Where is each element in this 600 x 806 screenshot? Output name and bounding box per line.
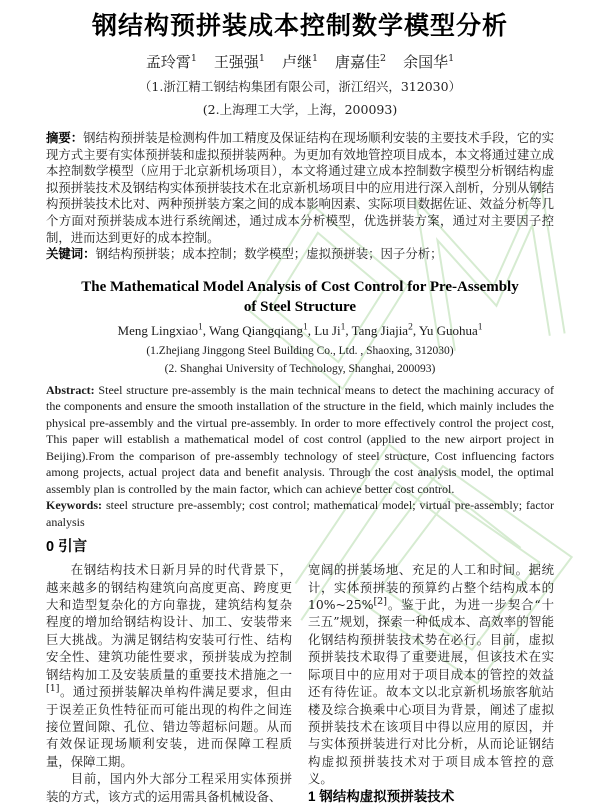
abstract-en-text: Steel structure pre-assembly is the main technical means to detect the machining accuracy of the components and ensure the smooth installation of the structure in the field, which mainly includes the physical pre-assembly and the virtual pre-assembly. In order to more effectively control the project cost, This paper will establish a mathematical model of cost control (applied to the new airport project in Beijing).From the comparison of pre-assembly technology of steel structure, Cost influencing factors among projects, actual project data and benefit analysis. Through the cost analysis model, the optimal assembly plan is controlled by the main factor, which can achieve better cost control.: [46, 382, 554, 496]
author-cn: [214, 53, 265, 71]
author-name: Tang Jiajia: [351, 322, 409, 338]
author-en: [352, 323, 419, 338]
abstract-cn-block: [46, 130, 554, 263]
abstract-en-label: Abstract:: [46, 382, 95, 397]
affiliation-en-1: (1.Zhejiang Jinggong Steel Building Co., Ltd. , Shaoxing, 312030): [146, 344, 454, 357]
author-name: 孟玲霄: [145, 53, 191, 71]
author-name: 唐嘉佳: [335, 53, 381, 71]
authors-line-cn: [46, 53, 554, 71]
author-superscript: 2: [408, 322, 413, 333]
intro-p1-text-cont: 。通过预拼装解决单构件满足要求，但由于误差正负性特征而可能出现的构件之间连接位置间隙、孔位、错边等超标问题。从而有效保证现场顺利安装，进而保障工程质量，保障工期。: [46, 684, 292, 769]
author-en: [314, 323, 351, 338]
paper-title-cn: 钢结构预拼装成本控制数学模型分析: [91, 12, 508, 40]
affiliation-en-2: (2. Shanghai University of Technology, Shanghai, 200093): [164, 362, 436, 375]
author-name: 余国华: [403, 53, 449, 71]
author-cn: [146, 53, 197, 71]
author-cn: [335, 53, 386, 71]
author-name: Meng Lingxiao: [117, 322, 199, 338]
author-superscript: 1: [302, 322, 308, 333]
author-name: Wang Qiangqiang: [209, 322, 303, 338]
author-en: [118, 323, 210, 338]
author-separator: ,: [412, 322, 419, 338]
author-name: 王强强: [213, 53, 259, 71]
abstract-en-block: [46, 382, 554, 531]
author-superscript: 1: [198, 322, 203, 333]
abstract-cn-label: 摘要：: [46, 131, 84, 145]
page-content: [0, 10, 600, 806]
section-heading-0: 0 引言: [46, 539, 88, 556]
author-separator: ,: [307, 322, 315, 338]
author-cn: [403, 53, 454, 71]
keywords-en-paragraph: [46, 497, 554, 530]
author-superscript: 1: [448, 53, 455, 64]
keywords-en-label: Keywords:: [46, 498, 102, 513]
author-superscript: 1: [340, 322, 346, 333]
column-right: [308, 561, 554, 805]
author-name: Lu Ji: [314, 322, 341, 338]
author-superscript: 1: [258, 53, 265, 64]
author-superscript: 1: [477, 322, 483, 333]
intro-p1-text: 在钢结构技术日新月异的时代背景下，越来越多的钢结构建筑向高度更高、跨度更大和造型复杂化的方向靠拢，建筑结构复杂程度的增加给钢结构设计、加工、安装带来巨大挑战。为满足钢结构安装可行性、结构安全性、建筑功能性要求，预拼装成为控制钢结构加工及安装质量的重要技术措施之一: [46, 562, 292, 682]
affiliation-cn-1: （1.浙江精工钢结构集团有限公司，浙江绍兴，312030）: [138, 79, 462, 94]
keywords-cn-paragraph: [46, 246, 554, 263]
paper-title-en: The Mathematical Model Analysis of Cost Control for Pre-Assembly of Steel Structure: [81, 278, 519, 315]
citation-ref-1: [1]: [46, 682, 60, 694]
abstract-cn-text: 钢结构预拼装是检测构件加工精度及保证结构在现场顺利安装的主要技术手段，它的实现方式主要有实体预拼装和虚拟预拼装两种。为更加有效地管控项目成本，本文将通过建立成本控制数学模型（应用于北京新机场项目），本文将通过建立成本控制数字模型分析钢结构虚拟预拼装技术及钢结构实体预拼装技术在北京新机场项目中的应用进行深入剖析，分别从钢结构预拼装技术比对、两种预拼装方案之间的成本影响因素、实际项目数据佐证、效益分析等几个方面对预拼装成本进行系统阐述，通过成本分析模型，优选拼装方案，通过对主要因子控制，进而达到更好的成本控制。: [46, 130, 555, 245]
author-separator: ,: [202, 322, 210, 338]
affiliation-cn-2: (2.上海理工大学，上海，200093): [202, 102, 398, 117]
author-separator: ,: [345, 322, 352, 338]
author-superscript: 2: [380, 53, 387, 64]
author-name: 卢继: [281, 53, 312, 71]
keywords-en-text: steel structure pre-assembly; cost control; mathematical model; virtual pre-assembly; factor analysis: [46, 498, 554, 529]
author-en: [209, 323, 314, 338]
two-column-body: [46, 561, 554, 805]
abstract-cn-paragraph: [46, 130, 554, 246]
intro-paragraph-right: [308, 561, 554, 787]
author-en: [419, 323, 483, 338]
section-heading-1: 1 钢结构虚拟预拼装技术: [308, 788, 455, 804]
intro-right-text: 宽阔的拼装场地、充足的人工和时间。据统计，实体预拼装的预算约占整个结构成本的10%~25%: [308, 562, 554, 613]
intro-paragraph-1: [46, 561, 292, 770]
author-cn: [282, 53, 318, 71]
abstract-en-paragraph: [46, 382, 554, 498]
intro-paragraph-2: 目前，国内外大部分工程采用实体预拼装的方式，该方式的运用需具备机械设备、: [46, 771, 292, 804]
intro-right-text-cont: 。鉴于此，为进一步契合“十三五”规划，探索一种低成本、高效率的智能化钢结构预拼装技术势在必行。目前，虚拟预拼装技术取得了重要进展，但该技术在实际项目中的应用对于项目成本的管控的效益还有待佐证。故本文以北京新机场旅客航站楼及综合换乘中心项目为背景，阐述了虚拟预拼装技术在该项目中得以应用的原因，并与实体预拼装进行对比分析，从而论证钢结构虚拟预拼装技术对于项目成本管控的意义。: [308, 597, 554, 787]
column-left: [46, 561, 292, 805]
author-superscript: 1: [190, 53, 197, 64]
keywords-cn-label: 关键词：: [46, 247, 96, 262]
author-name: Yu Guohua: [418, 322, 478, 338]
author-superscript: 1: [311, 53, 319, 64]
keywords-cn-text: 钢结构预拼装；成本控制；数学模型；虚拟预拼装；因子分析；: [95, 246, 443, 262]
citation-ref-2: [2]: [373, 595, 387, 607]
authors-line-en: [46, 323, 554, 339]
